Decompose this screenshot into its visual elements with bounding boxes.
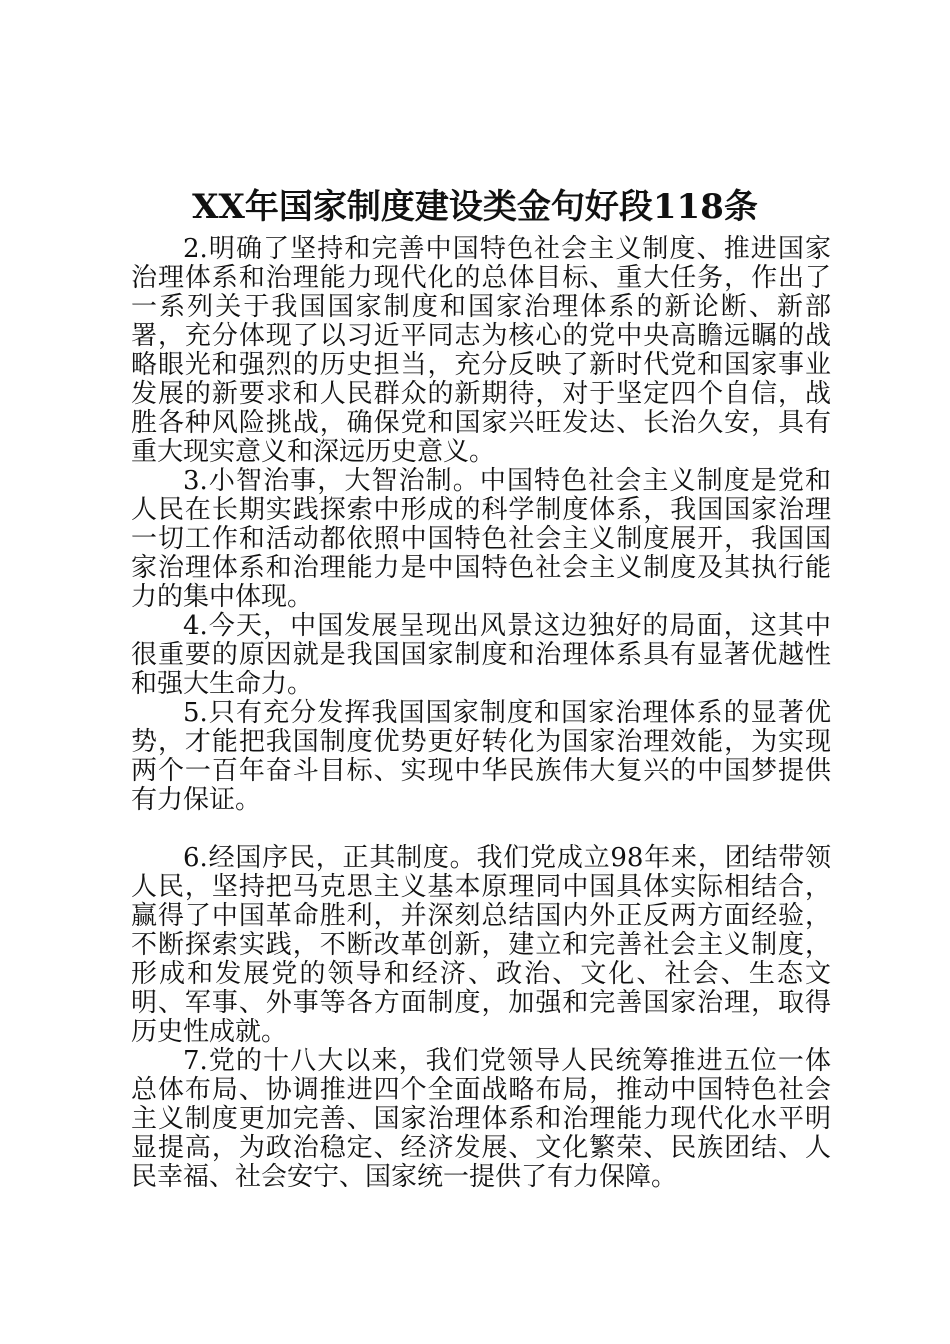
paragraph-5: 5.只有充分发挥我国国家制度和国家治理体系的显著优势，才能把我国制度优势更好转化为国家治理效能，为实现两个一百年奋斗目标、实现中华民族伟大复兴的中国梦提供有力保证。 [131, 698, 831, 815]
paragraph-3: 3.小智治事，大智治制。中国特色社会主义制度是党和人民在长期实践探索中形成的科学制度体系，我国国家治理一切工作和活动都依照中国特色社会主义制度展开，我国国家治理体系和治理能力是中国特色社会主义制度及其执行能力的集中体现。 [131, 466, 831, 612]
paragraph-6: 6.经国序民，正其制度。我们党成立98年来，团结带领人民，坚持把马克思主义基本原理同中国具体实际相结合，赢得了中国革命胜利，并深刻总结国内外正反两方面经验，不断探索实践，不断改革创新，建立和完善社会主义制度，形成和发展党的领导和经济、政治、文化、社会、生态文明、军事、外事等各方面制度，加强和完善国家治理，取得历史性成就。 [131, 843, 831, 1047]
paragraph-2: 2.明确了坚持和完善中国特色社会主义制度、推进国家治理体系和治理能力现代化的总体目标、重大任务，作出了一系列关于我国国家制度和国家治理体系的新论断、新部署，充分体现了以习近平同志为核心的党中央高瞻远瞩的战略眼光和强烈的历史担当，充分反映了新时代党和国家事业发展的新要求和人民群众的新期待，对于坚定四个自信，战胜各种风险挑战，确保党和国家兴旺发达、长治久安，具有重大现实意义和深远历史意义。 [131, 234, 831, 467]
document-title: XX年国家制度建设类金句好段118条 [192, 187, 758, 227]
paragraph-7: 7.党的十八大以来，我们党领导人民统筹推进五位一体总体布局、协调推进四个全面战略布局，推动中国特色社会主义制度更加完善、国家治理体系和治理能力现代化水平明显提高，为政治稳定、经济发展、文化繁荣、民族团结、人民幸福、社会安宁、国家统一提供了有力保障。 [131, 1046, 831, 1192]
paragraph-4: 4.今天，中国发展呈现出风景这边独好的局面，这其中很重要的原因就是我国国家制度和治理体系具有显著优越性和强大生命力。 [131, 611, 831, 699]
paragraph-spacer [131, 815, 831, 844]
document-body [131, 235, 831, 1192]
